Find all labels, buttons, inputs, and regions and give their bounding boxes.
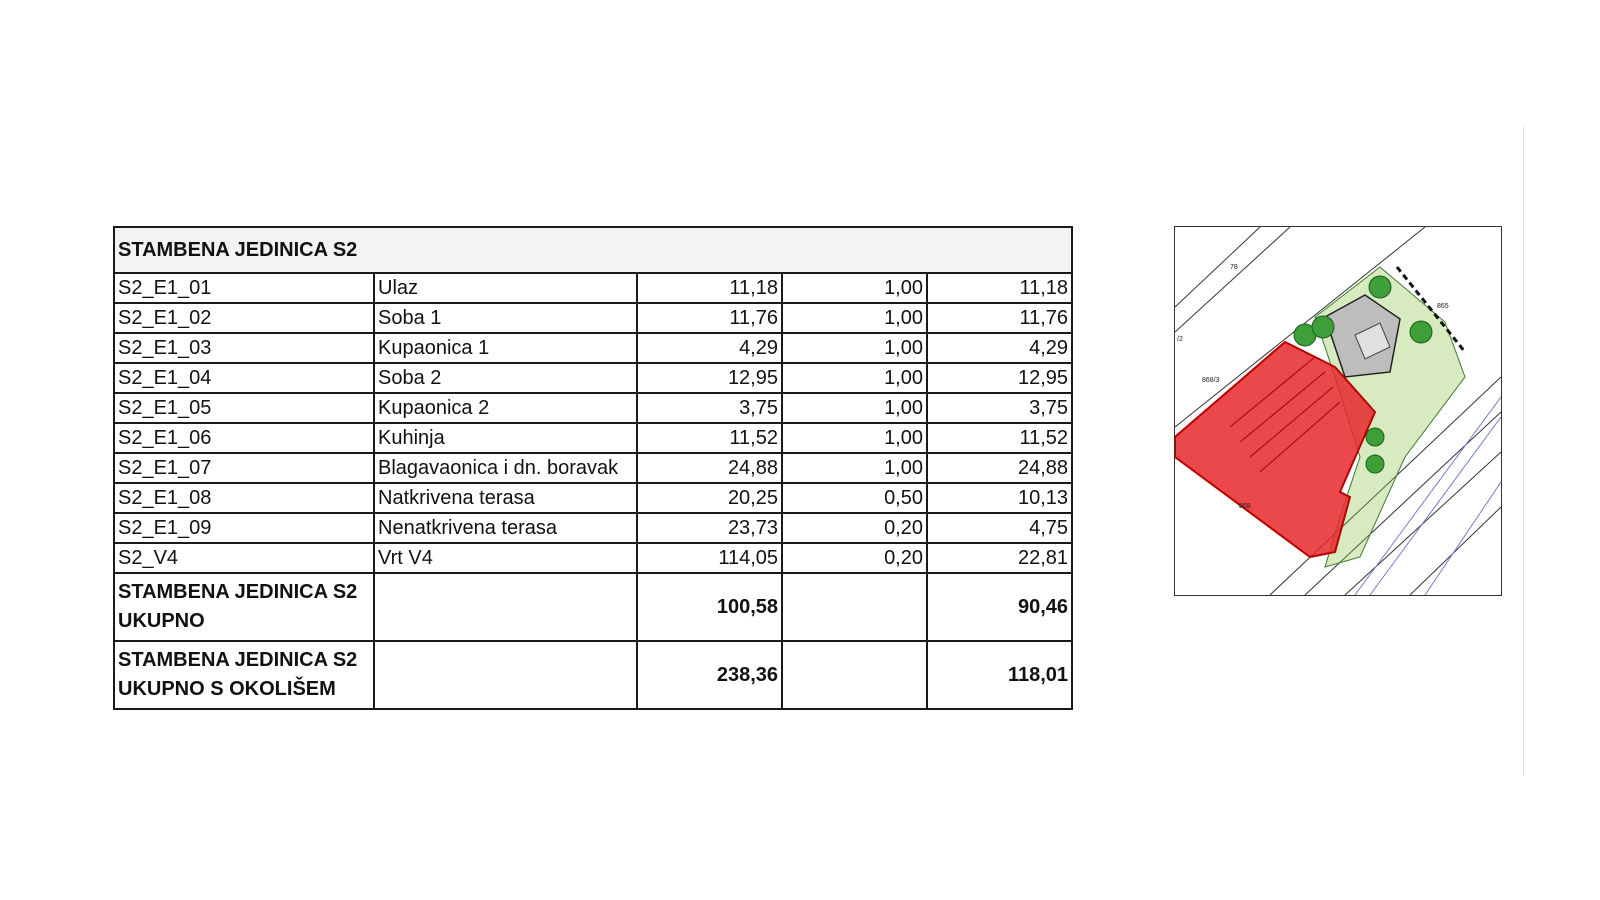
- total-label: [114, 573, 374, 641]
- row-net-area: 24,88: [927, 453, 1072, 483]
- total-row: [114, 641, 1072, 709]
- row-code: S2_E1_01: [114, 273, 374, 303]
- row-net-area: 22,81: [927, 543, 1072, 573]
- total-label-line1: STAMBENA JEDINICA S2: [118, 649, 358, 671]
- row-coefficient: 0,20: [782, 513, 927, 543]
- row-net-area: 12,95: [927, 363, 1072, 393]
- total-label-line2: UKUPNO S OKOLIŠEM: [118, 678, 336, 700]
- total-net-area: 118,01: [927, 641, 1072, 709]
- row-net-area: 3,75: [927, 393, 1072, 423]
- row-coefficient: 1,00: [782, 363, 927, 393]
- total-area: 100,58: [637, 573, 782, 641]
- table-row: [114, 423, 1072, 453]
- row-area: 11,76: [637, 303, 782, 333]
- row-area: 4,29: [637, 333, 782, 363]
- row-area: 12,95: [637, 363, 782, 393]
- row-coefficient: 0,20: [782, 543, 927, 573]
- row-net-area: 11,76: [927, 303, 1072, 333]
- row-code: S2_E1_04: [114, 363, 374, 393]
- row-coefficient: 1,00: [782, 393, 927, 423]
- row-name: Natkrivena terasa: [374, 483, 637, 513]
- row-code: S2_E1_05: [114, 393, 374, 423]
- parcel-label-865: 865: [1437, 303, 1449, 310]
- row-code: S2_E1_08: [114, 483, 374, 513]
- table-row: [114, 273, 1072, 303]
- row-area: 11,52: [637, 423, 782, 453]
- total-row: [114, 573, 1072, 641]
- row-code: S2_E1_03: [114, 333, 374, 363]
- area-table: [113, 226, 1073, 710]
- table-row: [114, 393, 1072, 423]
- table-row: [114, 303, 1072, 333]
- row-net-area: 10,13: [927, 483, 1072, 513]
- row-net-area: 11,18: [927, 273, 1072, 303]
- row-coefficient: 1,00: [782, 453, 927, 483]
- table-row: [114, 453, 1072, 483]
- row-code: S2_E1_09: [114, 513, 374, 543]
- table-row: [114, 333, 1072, 363]
- page-divider-line: [1523, 126, 1524, 776]
- row-area: 24,88: [637, 453, 782, 483]
- row-coefficient: 1,00: [782, 333, 927, 363]
- row-name: Kupaonica 1: [374, 333, 637, 363]
- row-coefficient: 1,00: [782, 273, 927, 303]
- row-coefficient: 1,00: [782, 423, 927, 453]
- row-net-area: 11,52: [927, 423, 1072, 453]
- row-net-area: 4,75: [927, 513, 1072, 543]
- parcel-label-2: /2: [1177, 336, 1183, 343]
- row-area: 20,25: [637, 483, 782, 513]
- total-empty-cell: [782, 641, 927, 709]
- total-label: [114, 641, 374, 709]
- row-code: S2_V4: [114, 543, 374, 573]
- table-row: [114, 363, 1072, 393]
- table-row: [114, 483, 1072, 513]
- site-plan: [1174, 226, 1502, 596]
- row-net-area: 4,29: [927, 333, 1072, 363]
- total-net-area: 90,46: [927, 573, 1072, 641]
- total-label-line1: STAMBENA JEDINICA S2: [118, 581, 358, 603]
- row-area: 11,18: [637, 273, 782, 303]
- table-title: STAMBENA JEDINICA S2: [114, 227, 1072, 273]
- total-empty-cell: [374, 573, 637, 641]
- row-name: Kupaonica 2: [374, 393, 637, 423]
- row-name: Soba 1: [374, 303, 637, 333]
- table-row: [114, 513, 1072, 543]
- site-plan-drawing: [1175, 227, 1501, 595]
- total-label-line2: UKUPNO: [118, 610, 205, 632]
- row-code: S2_E1_07: [114, 453, 374, 483]
- row-name: Vrt V4: [374, 543, 637, 573]
- row-coefficient: 1,00: [782, 303, 927, 333]
- row-area: 23,73: [637, 513, 782, 543]
- row-name: Blagavaonica i dn. boravak: [374, 453, 637, 483]
- row-name: Nenatkrivena terasa: [374, 513, 637, 543]
- parcel-label-868: 868: [1239, 503, 1251, 510]
- row-area: 3,75: [637, 393, 782, 423]
- row-name: Ulaz: [374, 273, 637, 303]
- row-code: S2_E1_02: [114, 303, 374, 333]
- parcel-label-78: 78: [1230, 264, 1238, 271]
- parcel-label-868-3: 868/3: [1202, 377, 1220, 384]
- table-row: [114, 543, 1072, 573]
- row-area: 114,05: [637, 543, 782, 573]
- row-code: S2_E1_06: [114, 423, 374, 453]
- row-coefficient: 0,50: [782, 483, 927, 513]
- total-empty-cell: [374, 641, 637, 709]
- total-empty-cell: [782, 573, 927, 641]
- table-title-row: [114, 227, 1072, 273]
- total-area: 238,36: [637, 641, 782, 709]
- row-name: Kuhinja: [374, 423, 637, 453]
- row-name: Soba 2: [374, 363, 637, 393]
